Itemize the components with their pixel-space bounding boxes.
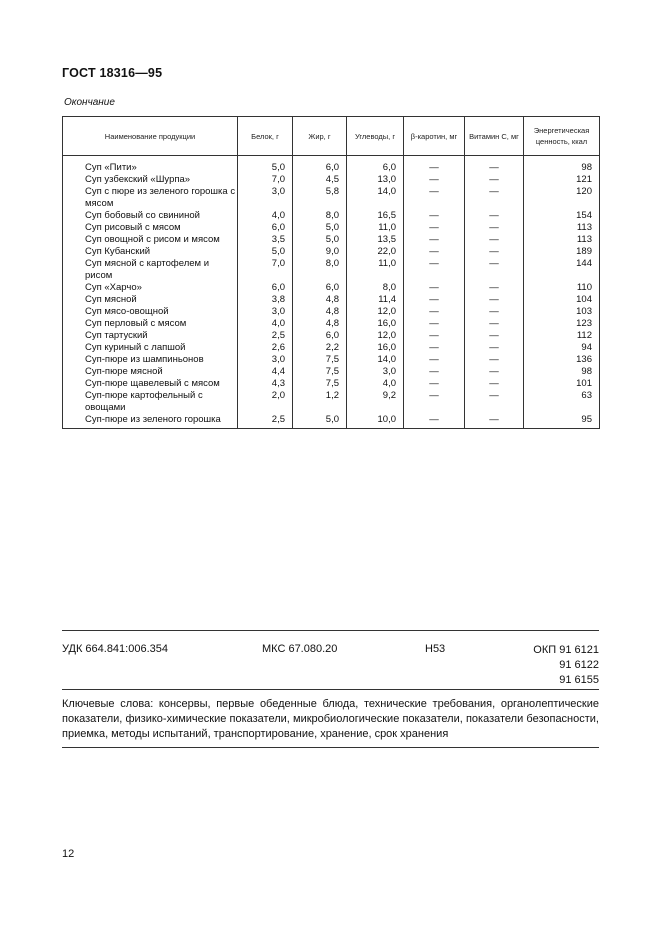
table-row	[63, 330, 600, 342]
cell-energy: 104	[524, 294, 600, 306]
cell-energy: 98	[524, 162, 600, 174]
cell-protein: 7,0	[238, 258, 293, 282]
cell-carbs: 10,0	[347, 414, 404, 429]
cell-vitamin-c: —	[465, 378, 524, 390]
cell-carbs: 8,0	[347, 282, 404, 294]
cell-vitamin-c: —	[465, 306, 524, 318]
table-row	[63, 366, 600, 378]
cell-fat: 4,8	[293, 306, 347, 318]
cell-vitamin-c: —	[465, 342, 524, 354]
cell-carotene: —	[404, 318, 465, 330]
cell-vitamin-c: —	[465, 414, 524, 429]
table-row	[63, 306, 600, 318]
cell-fat: 5,8	[293, 186, 347, 210]
cell-carbs: 13,0	[347, 174, 404, 186]
cell-carbs: 11,0	[347, 258, 404, 282]
cell-fat: 4,8	[293, 318, 347, 330]
page-number: 12	[62, 848, 75, 860]
cell-carotene: —	[404, 246, 465, 258]
cell-carbs: 14,0	[347, 354, 404, 366]
cell-protein: 4,0	[238, 210, 293, 222]
col-header-vitamin-c: Витамин С, мг	[465, 117, 524, 156]
cell-energy: 98	[524, 366, 600, 378]
okp-codes	[490, 643, 599, 688]
table-row	[63, 174, 600, 186]
table-row	[63, 162, 600, 174]
col-header-fat: Жир, г	[293, 117, 347, 156]
cell-product-name: Суп перловый с мясом	[63, 318, 238, 330]
table-row	[63, 354, 600, 366]
cell-fat: 6,0	[293, 162, 347, 174]
table-row	[63, 246, 600, 258]
cell-energy: 112	[524, 330, 600, 342]
cell-carotene: —	[404, 390, 465, 414]
cell-carotene: —	[404, 378, 465, 390]
cell-protein: 2,5	[238, 330, 293, 342]
cell-carotene: —	[404, 186, 465, 210]
cell-product-name: Суп-пюре из зеленого горошка	[63, 414, 238, 429]
table-row	[63, 186, 600, 210]
keywords-bottom-rule	[62, 747, 599, 748]
cell-energy: 113	[524, 234, 600, 246]
cell-carotene: —	[404, 234, 465, 246]
cell-carbs: 11,4	[347, 294, 404, 306]
cell-fat: 6,0	[293, 330, 347, 342]
cell-product-name: Суп мясной	[63, 294, 238, 306]
cell-carotene: —	[404, 222, 465, 234]
okp-code-line: 91 6122	[559, 659, 599, 671]
cell-vitamin-c: —	[465, 330, 524, 342]
cell-carotene: —	[404, 210, 465, 222]
cell-vitamin-c: —	[465, 354, 524, 366]
cell-vitamin-c: —	[465, 174, 524, 186]
cell-carotene: —	[404, 342, 465, 354]
cell-carbs: 14,0	[347, 186, 404, 210]
cell-carbs: 9,2	[347, 390, 404, 414]
cell-carotene: —	[404, 294, 465, 306]
table-row	[63, 222, 600, 234]
cell-energy: 95	[524, 414, 600, 429]
cell-product-name: Суп тартуский	[63, 330, 238, 342]
cell-fat: 2,2	[293, 342, 347, 354]
nutrition-table	[62, 116, 600, 429]
cell-protein: 3,0	[238, 306, 293, 318]
cell-carotene: —	[404, 282, 465, 294]
cell-fat: 5,0	[293, 234, 347, 246]
cell-energy: 120	[524, 186, 600, 210]
cell-energy: 123	[524, 318, 600, 330]
cell-product-name: Суп-пюре щавелевый с мясом	[63, 378, 238, 390]
cell-carotene: —	[404, 174, 465, 186]
cell-product-name: Суп «Пити»	[63, 162, 238, 174]
keywords-paragraph: Ключевые слова: консервы, первые обеденные блюда, технические требования, органолептические показатели, физико-химические показатели, микробиологические показатели, показатели безопасности, приемка, методы испытаний, транспортирование, хранение, срок хранения	[62, 698, 599, 740]
cell-protein: 3,8	[238, 294, 293, 306]
table-row	[63, 210, 600, 222]
table-row	[63, 342, 600, 354]
cell-vitamin-c: —	[465, 246, 524, 258]
cell-product-name: Суп-пюре картофельный с овощами	[63, 390, 238, 414]
cell-protein: 2,6	[238, 342, 293, 354]
cell-protein: 6,0	[238, 222, 293, 234]
cell-product-name: Суп-пюре мясной	[63, 366, 238, 378]
table-body	[63, 156, 600, 429]
cell-carotene: —	[404, 258, 465, 282]
cell-vitamin-c: —	[465, 282, 524, 294]
cell-vitamin-c: —	[465, 390, 524, 414]
cell-carbs: 22,0	[347, 246, 404, 258]
classification-code: Н53	[425, 643, 446, 655]
cell-carbs: 12,0	[347, 306, 404, 318]
cell-carbs: 13,5	[347, 234, 404, 246]
cell-carotene: —	[404, 330, 465, 342]
cell-fat: 8,0	[293, 258, 347, 282]
cell-protein: 3,5	[238, 234, 293, 246]
cell-fat: 7,5	[293, 366, 347, 378]
cell-vitamin-c: —	[465, 162, 524, 174]
cell-vitamin-c: —	[465, 186, 524, 210]
cell-protein: 3,0	[238, 354, 293, 366]
cell-product-name: Суп мясо-овощной	[63, 306, 238, 318]
cell-protein: 3,0	[238, 186, 293, 210]
cell-protein: 4,0	[238, 318, 293, 330]
cell-protein: 6,0	[238, 282, 293, 294]
cell-energy: 136	[524, 354, 600, 366]
keywords-top-rule	[62, 689, 599, 690]
cell-carbs: 16,0	[347, 318, 404, 330]
table-row	[63, 414, 600, 429]
document-code: ГОСТ 18316—95	[62, 66, 163, 80]
cell-protein: 4,4	[238, 366, 293, 378]
cell-energy: 101	[524, 378, 600, 390]
cell-energy: 144	[524, 258, 600, 282]
cell-carotene: —	[404, 354, 465, 366]
cell-protein: 2,5	[238, 414, 293, 429]
table-row	[63, 258, 600, 282]
col-header-product: Наименование продукции	[63, 117, 238, 156]
udk-code: УДК 664.841:006.354	[62, 643, 168, 655]
cell-vitamin-c: —	[465, 234, 524, 246]
cell-fat: 5,0	[293, 222, 347, 234]
cell-vitamin-c: —	[465, 318, 524, 330]
cell-product-name: Суп мясной с картофелем и рисом	[63, 258, 238, 282]
cell-vitamin-c: —	[465, 258, 524, 282]
col-header-protein: Белок, г	[238, 117, 293, 156]
cell-product-name: Суп-пюре из шампиньонов	[63, 354, 238, 366]
cell-protein: 5,0	[238, 246, 293, 258]
table-row	[63, 378, 600, 390]
mks-code: МКС 67.080.20	[262, 643, 338, 655]
cell-protein: 2,0	[238, 390, 293, 414]
cell-protein: 7,0	[238, 174, 293, 186]
table-row	[63, 282, 600, 294]
cell-protein: 4,3	[238, 378, 293, 390]
cell-energy: 63	[524, 390, 600, 414]
cell-energy: 154	[524, 210, 600, 222]
col-header-carotene: β-каротин, мг	[404, 117, 465, 156]
cell-energy: 103	[524, 306, 600, 318]
cell-fat: 6,0	[293, 282, 347, 294]
cell-fat: 1,2	[293, 390, 347, 414]
cell-fat: 9,0	[293, 246, 347, 258]
cell-fat: 7,5	[293, 378, 347, 390]
cell-carbs: 6,0	[347, 162, 404, 174]
cell-protein: 5,0	[238, 162, 293, 174]
table-row	[63, 234, 600, 246]
cell-energy: 110	[524, 282, 600, 294]
cell-fat: 7,5	[293, 354, 347, 366]
cell-product-name: Суп узбекский «Шурпа»	[63, 174, 238, 186]
cell-carbs: 4,0	[347, 378, 404, 390]
cell-carotene: —	[404, 162, 465, 174]
cell-fat: 5,0	[293, 414, 347, 429]
col-header-carbs: Углеводы, г	[347, 117, 404, 156]
cell-product-name: Суп овощной с рисом и мясом	[63, 234, 238, 246]
cell-product-name: Суп бобовый со свининой	[63, 210, 238, 222]
cell-carbs: 16,0	[347, 342, 404, 354]
cell-energy: 113	[524, 222, 600, 234]
footer-top-rule	[62, 630, 599, 631]
cell-product-name: Суп с пюре из зеленого горошка с мясом	[63, 186, 238, 210]
cell-vitamin-c: —	[465, 366, 524, 378]
cell-fat: 4,8	[293, 294, 347, 306]
cell-carbs: 11,0	[347, 222, 404, 234]
cell-product-name: Суп «Харчо»	[63, 282, 238, 294]
cell-product-name: Суп рисовый с мясом	[63, 222, 238, 234]
cell-carotene: —	[404, 306, 465, 318]
table-row	[63, 318, 600, 330]
cell-vitamin-c: —	[465, 294, 524, 306]
cell-energy: 121	[524, 174, 600, 186]
cell-energy: 94	[524, 342, 600, 354]
cell-fat: 4,5	[293, 174, 347, 186]
okp-code-line: ОКП 91 6121	[533, 644, 599, 656]
table-header-row	[63, 117, 600, 156]
cell-product-name: Суп Кубанский	[63, 246, 238, 258]
cell-vitamin-c: —	[465, 222, 524, 234]
table-continuation-label: Окончание	[64, 97, 115, 108]
cell-fat: 8,0	[293, 210, 347, 222]
cell-carotene: —	[404, 366, 465, 378]
cell-carotene: —	[404, 414, 465, 429]
cell-carbs: 16,5	[347, 210, 404, 222]
okp-code-line: 91 6155	[559, 674, 599, 686]
cell-vitamin-c: —	[465, 210, 524, 222]
table-row	[63, 390, 600, 414]
cell-carbs: 3,0	[347, 366, 404, 378]
col-header-energy: Энергетическая ценность, ккал	[524, 117, 600, 156]
cell-carbs: 12,0	[347, 330, 404, 342]
cell-product-name: Суп куриный с лапшой	[63, 342, 238, 354]
cell-energy: 189	[524, 246, 600, 258]
table-row	[63, 294, 600, 306]
